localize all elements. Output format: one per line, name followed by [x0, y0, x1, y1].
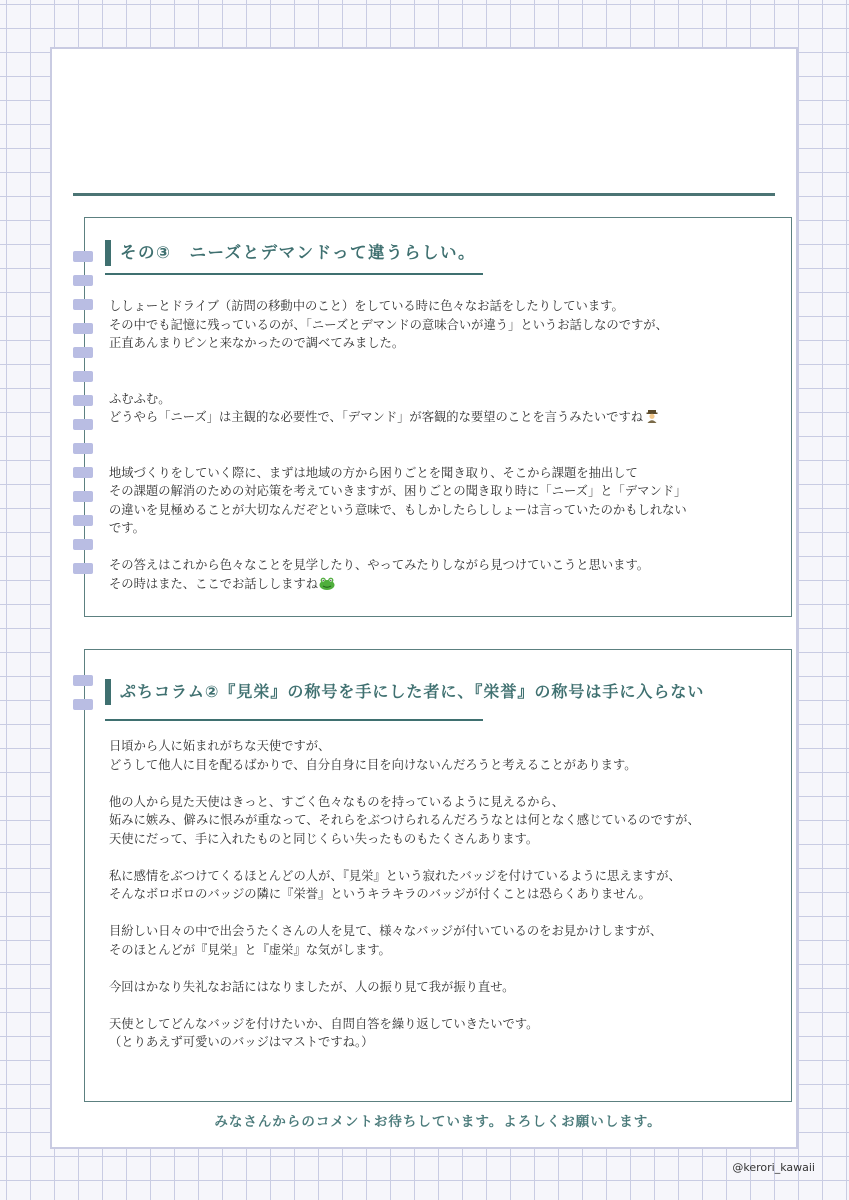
text-line: そんなボロボロのバッジの隣に『栄誉』というキラキラのバッジが付くことは恐らくありません。: [109, 887, 651, 901]
binder-ring: [73, 675, 93, 686]
section-body: [109, 297, 779, 593]
text-line: 私に感情をぶつけてくるほとんどの人が、『見栄』という寂れたバッジを付けているように思えますが、: [109, 868, 681, 883]
binder-ring: [73, 347, 93, 358]
text-line: 正直あんまりピンと来なかったので調べてみました。: [109, 336, 405, 350]
binder-ring: [73, 371, 93, 382]
top-divider: [73, 193, 775, 196]
text-line: そのほとんどが『見栄』と『虚栄』な気がします。: [109, 942, 391, 957]
heading-underline: [105, 719, 483, 721]
binder-ring: [73, 395, 93, 406]
text-line: その中でも記憶に残っているのが、「ニーズとデマンドの意味合いが違う」というお話しなのですが、: [109, 317, 668, 332]
binder-ring: [73, 299, 93, 310]
section-petit-column: [84, 649, 792, 1102]
section-heading: ぷちコラム②『見栄』の称号を手にした者に、『栄誉』の称号は手に入らない: [105, 679, 704, 705]
binder-ring: [73, 323, 93, 334]
text-line: （とりあえず可愛いのバッジはマストですね。）: [109, 1035, 374, 1049]
text-line: 他の人から見た天使はきっと、すごく色々なものを持っているように見えるから、: [109, 794, 564, 809]
text-line: 目紛しい日々の中で出会うたくさんの人を見て、様々なバッジが付いているのをお見かけしますが、: [109, 924, 663, 938]
text-line: ふむふむ。: [109, 391, 171, 406]
text-line: の違いを見極めることが大切なんだぞという意味で、もしかしたらししょーは言っていたのかもしれない: [109, 502, 687, 517]
text-line: ししょーとドライブ（訪問の移動中のこと）をしている時に色々なお話をしたりしています。: [109, 299, 624, 313]
heading-underline: [105, 273, 483, 275]
section-needs-demand: [84, 217, 792, 617]
text-line: 日頃から人に妬まれがちな天使ですが、: [109, 739, 331, 753]
text-line: [109, 408, 779, 427]
binder-ring: [73, 467, 93, 478]
binder-ring: [73, 491, 93, 502]
binder-ring: [73, 275, 93, 286]
text-line: です。: [109, 521, 145, 535]
binder-ring: [73, 539, 93, 550]
text-line: 今回はかなり失礼なお話にはなりましたが、人の振り見て我が振り直せ。: [109, 979, 515, 994]
text-line: その課題の解消のための対応策を考えていきますが、困りごとの聞き取り時に「ニーズ」と「デマンド」: [109, 484, 687, 498]
text-line-content: どうやら「ニーズ」は主観的な必要性で、「デマンド」が客観的な要望のことを言うみたいですね: [109, 410, 644, 424]
text-line-content: その時はまた、ここでお話ししますね: [109, 576, 319, 591]
binder-ring: [73, 515, 93, 526]
text-line: 地域づくりをしていく際に、まずは地域の方から困りごとを聞き取り、そこから課題を抽出して: [109, 465, 638, 480]
section-body: [109, 737, 779, 1052]
text-line: 妬みに嫉み、僻みに恨みが重なって、それらをぶつけられるんだろうなとは何となく感じているのですが、: [109, 813, 700, 827]
binder-ring: [73, 699, 93, 710]
detective-emoji-icon: [645, 409, 659, 423]
text-line: その答えはこれから色々なことを見学したり、やってみたりしながら見つけていこうと思います。: [109, 558, 650, 572]
text-line: 天使にだって、手に入れたものと同じくらい失ったものもたくさんあります。: [109, 831, 539, 846]
binder-ring: [73, 419, 93, 430]
text-line: [109, 575, 779, 594]
text-line: どうして他人に目を配るばかりで、自分自身に目を向けないんだろうと考えることがあります。: [109, 757, 637, 772]
binder-ring: [73, 443, 93, 454]
binder-ring: [73, 251, 93, 262]
section-heading: その③ ニーズとデマンドって違うらしい。: [105, 240, 476, 266]
author-handle: @kerori_kawaii: [732, 1161, 815, 1174]
frog-emoji-icon: [319, 577, 335, 590]
footer-message: みなさんからのコメントお待ちしています。よろしくお願いします。: [214, 1114, 662, 1130]
binder-ring: [73, 563, 93, 574]
text-line: 天使としてどんなバッジを付けたいか、自問自答を繰り返していきたいです。: [109, 1016, 539, 1031]
